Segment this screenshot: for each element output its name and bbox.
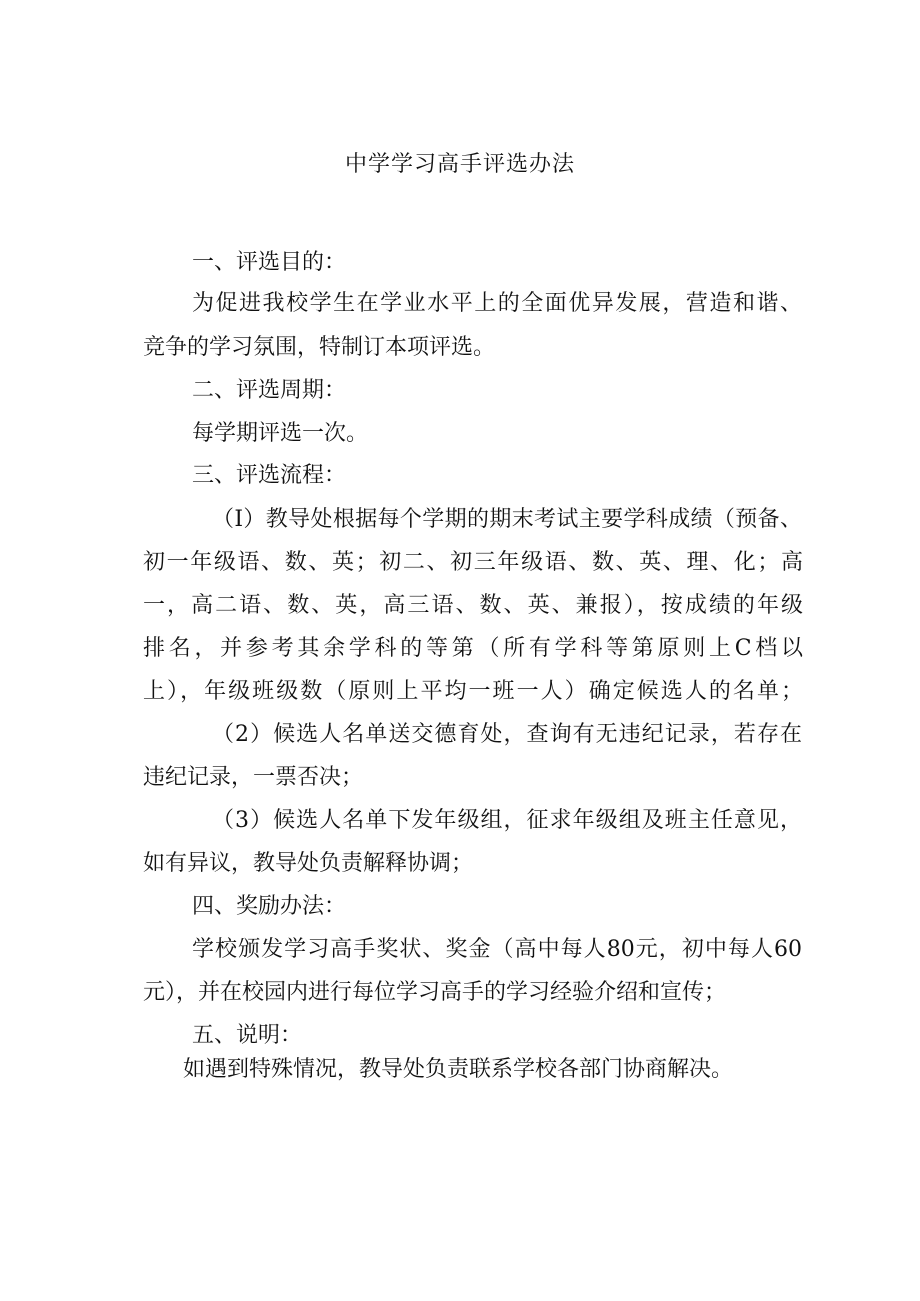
paragraph-line: 每学期评选一次。 xyxy=(192,421,369,446)
paragraph-line: 一，高二语、数、英，高三语、数、英、兼报），按成绩的年级 xyxy=(143,593,803,618)
section-heading-purpose: 一、评选目的： xyxy=(192,250,347,275)
paragraph-line: （I）教导处根据每个学期的期末考试主要学科成绩（预备、 xyxy=(212,507,802,532)
section-heading-process: 三、评选流程： xyxy=(192,463,347,488)
paragraph-line: 为促进我校学生在学业水平上的全面优异发展，营造和谐、 xyxy=(192,291,802,316)
paragraph-line: 初一年级语、数、英；初二、初三年级语、数、英、理、化；高 xyxy=(143,550,803,575)
section-heading-notes: 五、说明： xyxy=(192,1023,303,1048)
paragraph-line: 上），年级班级数（原则上平均一班一人）确定候选人的名单； xyxy=(143,679,803,704)
paragraph-line: （3）候选人名单下发年级组，征求年级组及班主任意见， xyxy=(212,808,802,833)
paragraph-line: 违纪记录，一票否决； xyxy=(143,765,364,790)
section-heading-cycle: 二、评选周期： xyxy=(192,378,347,403)
document-title: 中学学习高手评选办法 xyxy=(344,152,575,177)
section-heading-reward: 四、奖励办法： xyxy=(192,894,347,919)
paragraph-line: 竞争的学习氛围，特制订本项评选。 xyxy=(143,335,496,360)
paragraph-line: 元），并在校园内进行每位学习高手的学习经验介绍和宣传； xyxy=(143,980,727,1005)
paragraph-line: 学校颁发学习高手奖状、奖金（高中每人80元，初中每人60 xyxy=(192,937,802,962)
paragraph-line: 排名，并参考其余学科的等第（所有学科等第原则上C档以 xyxy=(143,636,803,661)
paragraph-line: 如有异议，教导处负责解释协调； xyxy=(143,851,474,876)
paragraph-line: （2）候选人名单送交德育处，查询有无违纪记录，若存在 xyxy=(212,722,802,747)
paragraph-line: 如遇到特殊情况，教导处负责联系学校各部门协商解决。 xyxy=(183,1057,734,1082)
